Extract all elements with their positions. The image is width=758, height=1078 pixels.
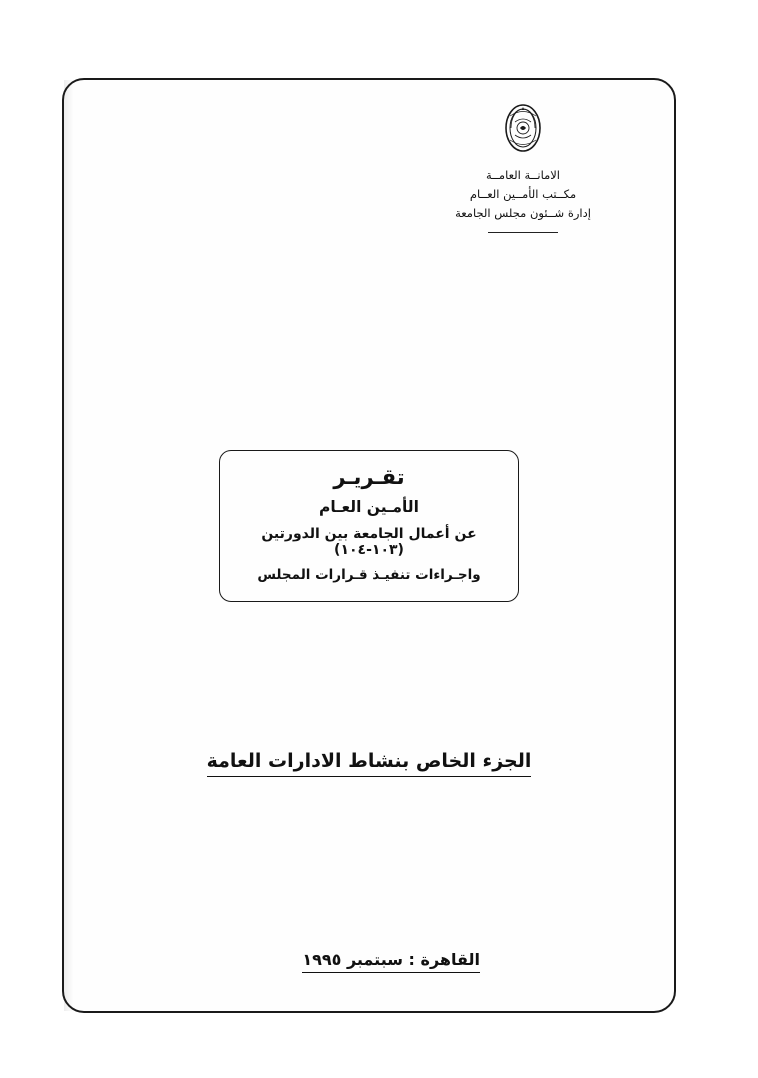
title-resolutions-implementation: واجـراءات تنفيـذ قـرارات المجلس: [257, 567, 481, 583]
header-divider: [488, 232, 558, 233]
title-box: [219, 450, 519, 602]
header-line-council-affairs-department: إدارة شــئون مجلس الجامعة: [455, 205, 591, 220]
header-line-secretary-general-office: مكــتب الأمــين العــام: [469, 186, 577, 201]
document-subtitle: الجزء الخاص بنشاط الادارات العامة: [207, 750, 532, 777]
title-secretary-general: الأمـين العـام: [319, 498, 419, 516]
footer-container: [98, 950, 640, 973]
header-line-general-secretariat: الامانــة العامــة: [486, 168, 560, 182]
title-sessions-range: عن أعمال الجامعة بين الدورتين (١٠٣-١٠٤): [261, 526, 477, 558]
scanned-page: [62, 78, 676, 1013]
document-header: [408, 102, 638, 233]
title-report: تقـريـر: [333, 465, 405, 489]
scan-edge-shadow: [64, 80, 74, 1011]
arab-league-emblem-icon: [501, 102, 545, 154]
footer-city-date: القاهرة : سبتمبر ١٩٩٥: [302, 950, 480, 973]
subtitle-container: [114, 750, 624, 777]
